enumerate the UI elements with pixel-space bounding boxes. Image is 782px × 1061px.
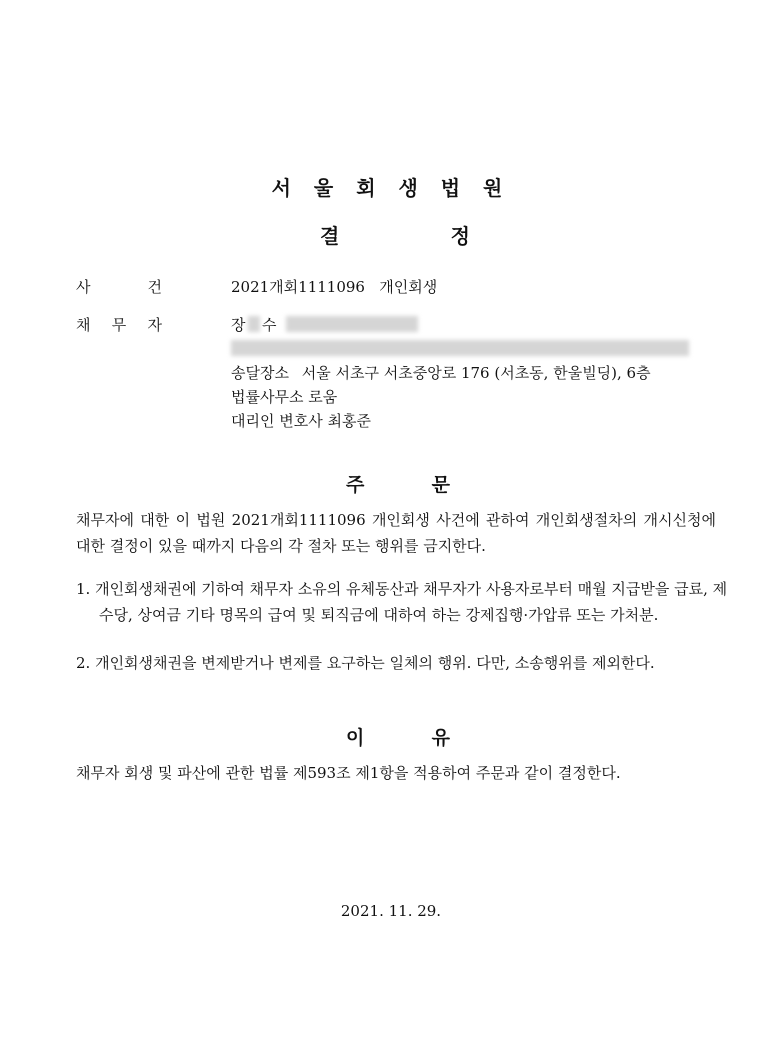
decision-date: 2021. 11. 29. (340, 902, 442, 920)
order-title: 주 문 (346, 474, 450, 496)
order-item-2: 2. 개인회생채권을 변제받거나 변제를 요구하는 일체의 행위. 다만, 소송행위를 제외한다. (76, 654, 655, 672)
document-type-right: 정 (450, 224, 470, 248)
court-name: 서 울 회 생 법 원 (271, 176, 511, 200)
document-type-left: 결 (320, 224, 340, 248)
redaction (248, 316, 260, 332)
reason-title: 이 유 (346, 727, 450, 749)
delivery-label: 송달장소 (231, 364, 289, 382)
debtor-name-part-1: 장 (231, 316, 246, 334)
law-office: 법률사무소 로움 (231, 388, 338, 406)
case-number: 2021개회1111096 개인회생 (231, 278, 438, 296)
document-type (320, 220, 470, 249)
agent-attorney: 대리인 변호사 최홍준 (231, 412, 371, 430)
delivery-address: 송달장소 서울 서초구 서초중앙로 176 (서초동, 한울빌딩), 6층 (231, 364, 651, 382)
debtor-name-part-2: 수 (262, 316, 277, 334)
debtor-label: 채 무 자 (76, 316, 162, 334)
reason-text: 채무자 회생 및 파산에 관한 법률 제593조 제1항을 적용하여 주문과 같이 결정한다. (76, 764, 621, 782)
redaction (286, 316, 418, 332)
order-item-1: 1. 개인회생채권에 기하여 채무자 소유의 유체동산과 채무자가 사용자로부터 매월 지급받을 급료, 제수당, 상여금 기타 명목의 급여 및 퇴직금에 대하여 하는 강제집행·가압류 또는 가처분. (76, 580, 728, 624)
case-label: 사 건 (76, 278, 162, 296)
order-text: 채무자에 대한 이 법원 2021개회1111096 개인회생 사건에 관하여 개인회생절차의 개시신청에 대한 결정이 있을 때까지 다음의 각 절차 또는 행위를 금지한다. (76, 511, 716, 555)
redaction (231, 340, 689, 356)
